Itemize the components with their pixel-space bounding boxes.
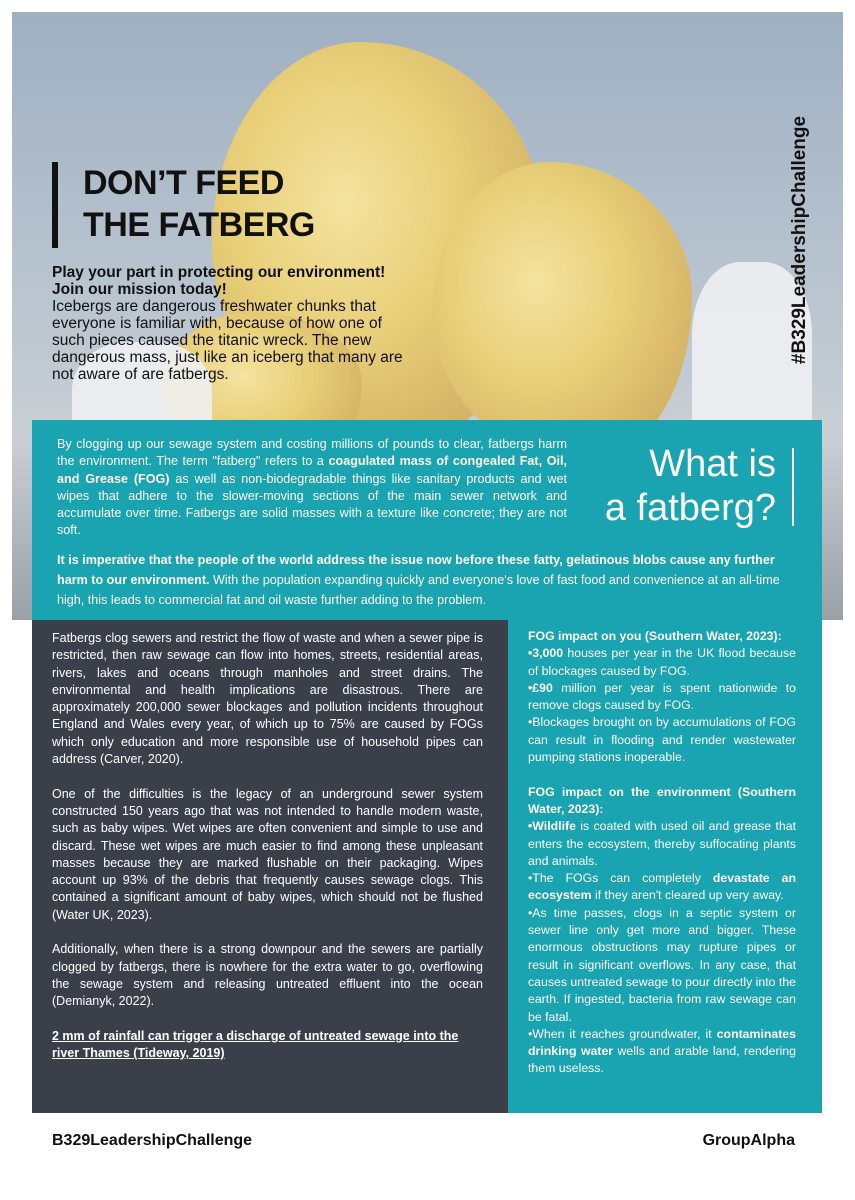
impact-you-bullet-1: •3,000 houses per year in the UK flood because of blockages caused by FOG. (528, 646, 796, 678)
rainfall-highlight: 2 mm of rainfall can trigger a discharge of untreated sewage into the river Thames (Tideway, 2019) (52, 1028, 459, 1061)
impact-env-bullet-4: •When it reaches groundwater, it contaminates drinking water wells and arable land, rendering them useless. (528, 1026, 796, 1076)
impact-env-bullet-1: •Wildlife is coated with used oil and grease that enters the ecosystem, thereby suffocating plants and animals. (528, 819, 796, 868)
what-paragraph-2: It is imperative that the people of the world address the issue now before these fatty, gelatinous blobs cause any further harm to our environment. With the population expanding quickly and everyone's love of fast food and convenience at an all-time high, this leads to commercial fat and oil waste further adding to the problem. (57, 553, 780, 607)
impact-env-bullet-3: •As time passes, clogs in a septic system or sewer line only get more and bigger. These enormous obstructions may rupture pipes or result in significant overflows. In any case, that causes untreated sewage to pour directly into the earth. If ingested, bacteria from raw sewage can be fatal. (528, 905, 796, 1024)
footer-right-label: GroupAlpha (702, 1132, 795, 1149)
title-accent-bar (52, 162, 58, 248)
tagline-1: Play your part in protecting our environment! (52, 264, 386, 281)
impact-you-bullet-2: •£90 million per year is spent nationwide to remove clogs caused by FOG. (528, 680, 796, 713)
page-title (83, 162, 315, 246)
impact-you-heading: FOG impact on you (Southern Water, 2023): (528, 629, 782, 643)
title-line-1: DON’T FEED (83, 164, 284, 202)
impact-environment-heading: FOG impact on the environment (Southern Water, 2023): (528, 784, 796, 816)
what-paragraph-1: By clogging up our sewage system and costing millions of pounds to clear, fatbergs harm the environment. The term "fatberg" refers to a coagulated mass of congealed Fat, Oil, and Grease (FOG) as well as non-biodegradable things like sanitary products and wet wipes that adhere to the slower-moving sections of the main sewer network and accumulate over time. Fatbergs are solid masses with a texture like concrete; they are not soft. (57, 437, 567, 538)
footer-left-label: B329LeadershipChallenge (52, 1132, 253, 1149)
left-paragraph-2: One of the difficulties is the legacy of an underground sewer system constructed 150 years ago that was not intended to handle modern waste, such as baby wipes. Wet wipes are often convenient and simple to use and discard. These wet wipes are much easier to find among these unpleasant masses because they are marked flushable on their packaging. Wipes account up 93% of the debris that frequently causes sewage clogs. This contained a significant amount of baby wipes, which should not be flushed (Water UK, 2023). (52, 786, 483, 922)
left-paragraph-1: Fatbergs clog sewers and restrict the flow of waste and when a sewer pipe is restricted, then raw sewage can flow into homes, streets, residential areas, rivers, lakes and oceans through manholes and street drains. The environmental and health implications are disastrous. There are approximately 200,000 sewer blockages and pollution incidents throughout England and Wales every year, of which up to 75% are caused by FOGs which only education and more responsible use of household pipes can address (Carver, 2020). (52, 631, 483, 767)
intro-text: Icebergs are dangerous freshwater chunks that everyone is familiar with, because of how one of such pieces caused the titanic wreck. The new dangerous mass, just like an iceberg that many are not aware of are fatbergs. (52, 298, 403, 383)
title-line-2: THE FATBERG (83, 206, 315, 244)
right-column (508, 620, 822, 1113)
intro-block (52, 264, 412, 383)
tagline-2: Join our mission today! (52, 281, 227, 298)
what-is-fatberg-section (32, 420, 822, 620)
vertical-hashtag: #B329LeadershipChallenge (789, 115, 810, 365)
what-title-accent-bar (792, 448, 794, 526)
what-title: What is a fatberg? (604, 443, 776, 529)
left-paragraph-3: Additionally, when there is a strong downpour and the sewers are partially clogged by fatbergs, there is nowhere for the extra water to go, overflowing the sewage system and releasing untreated effluent into the ocean (Demianyk, 2022). (52, 942, 483, 1009)
impact-env-bullet-2: •The FOGs can completely devastate an ecosystem if they aren't cleared up very away. (528, 871, 796, 903)
impact-you-bullet-3: •Blockages brought on by accumulations of FOG can result in flooding and render wastewater pumping stations inoperable. (528, 715, 796, 765)
left-column (32, 620, 508, 1113)
